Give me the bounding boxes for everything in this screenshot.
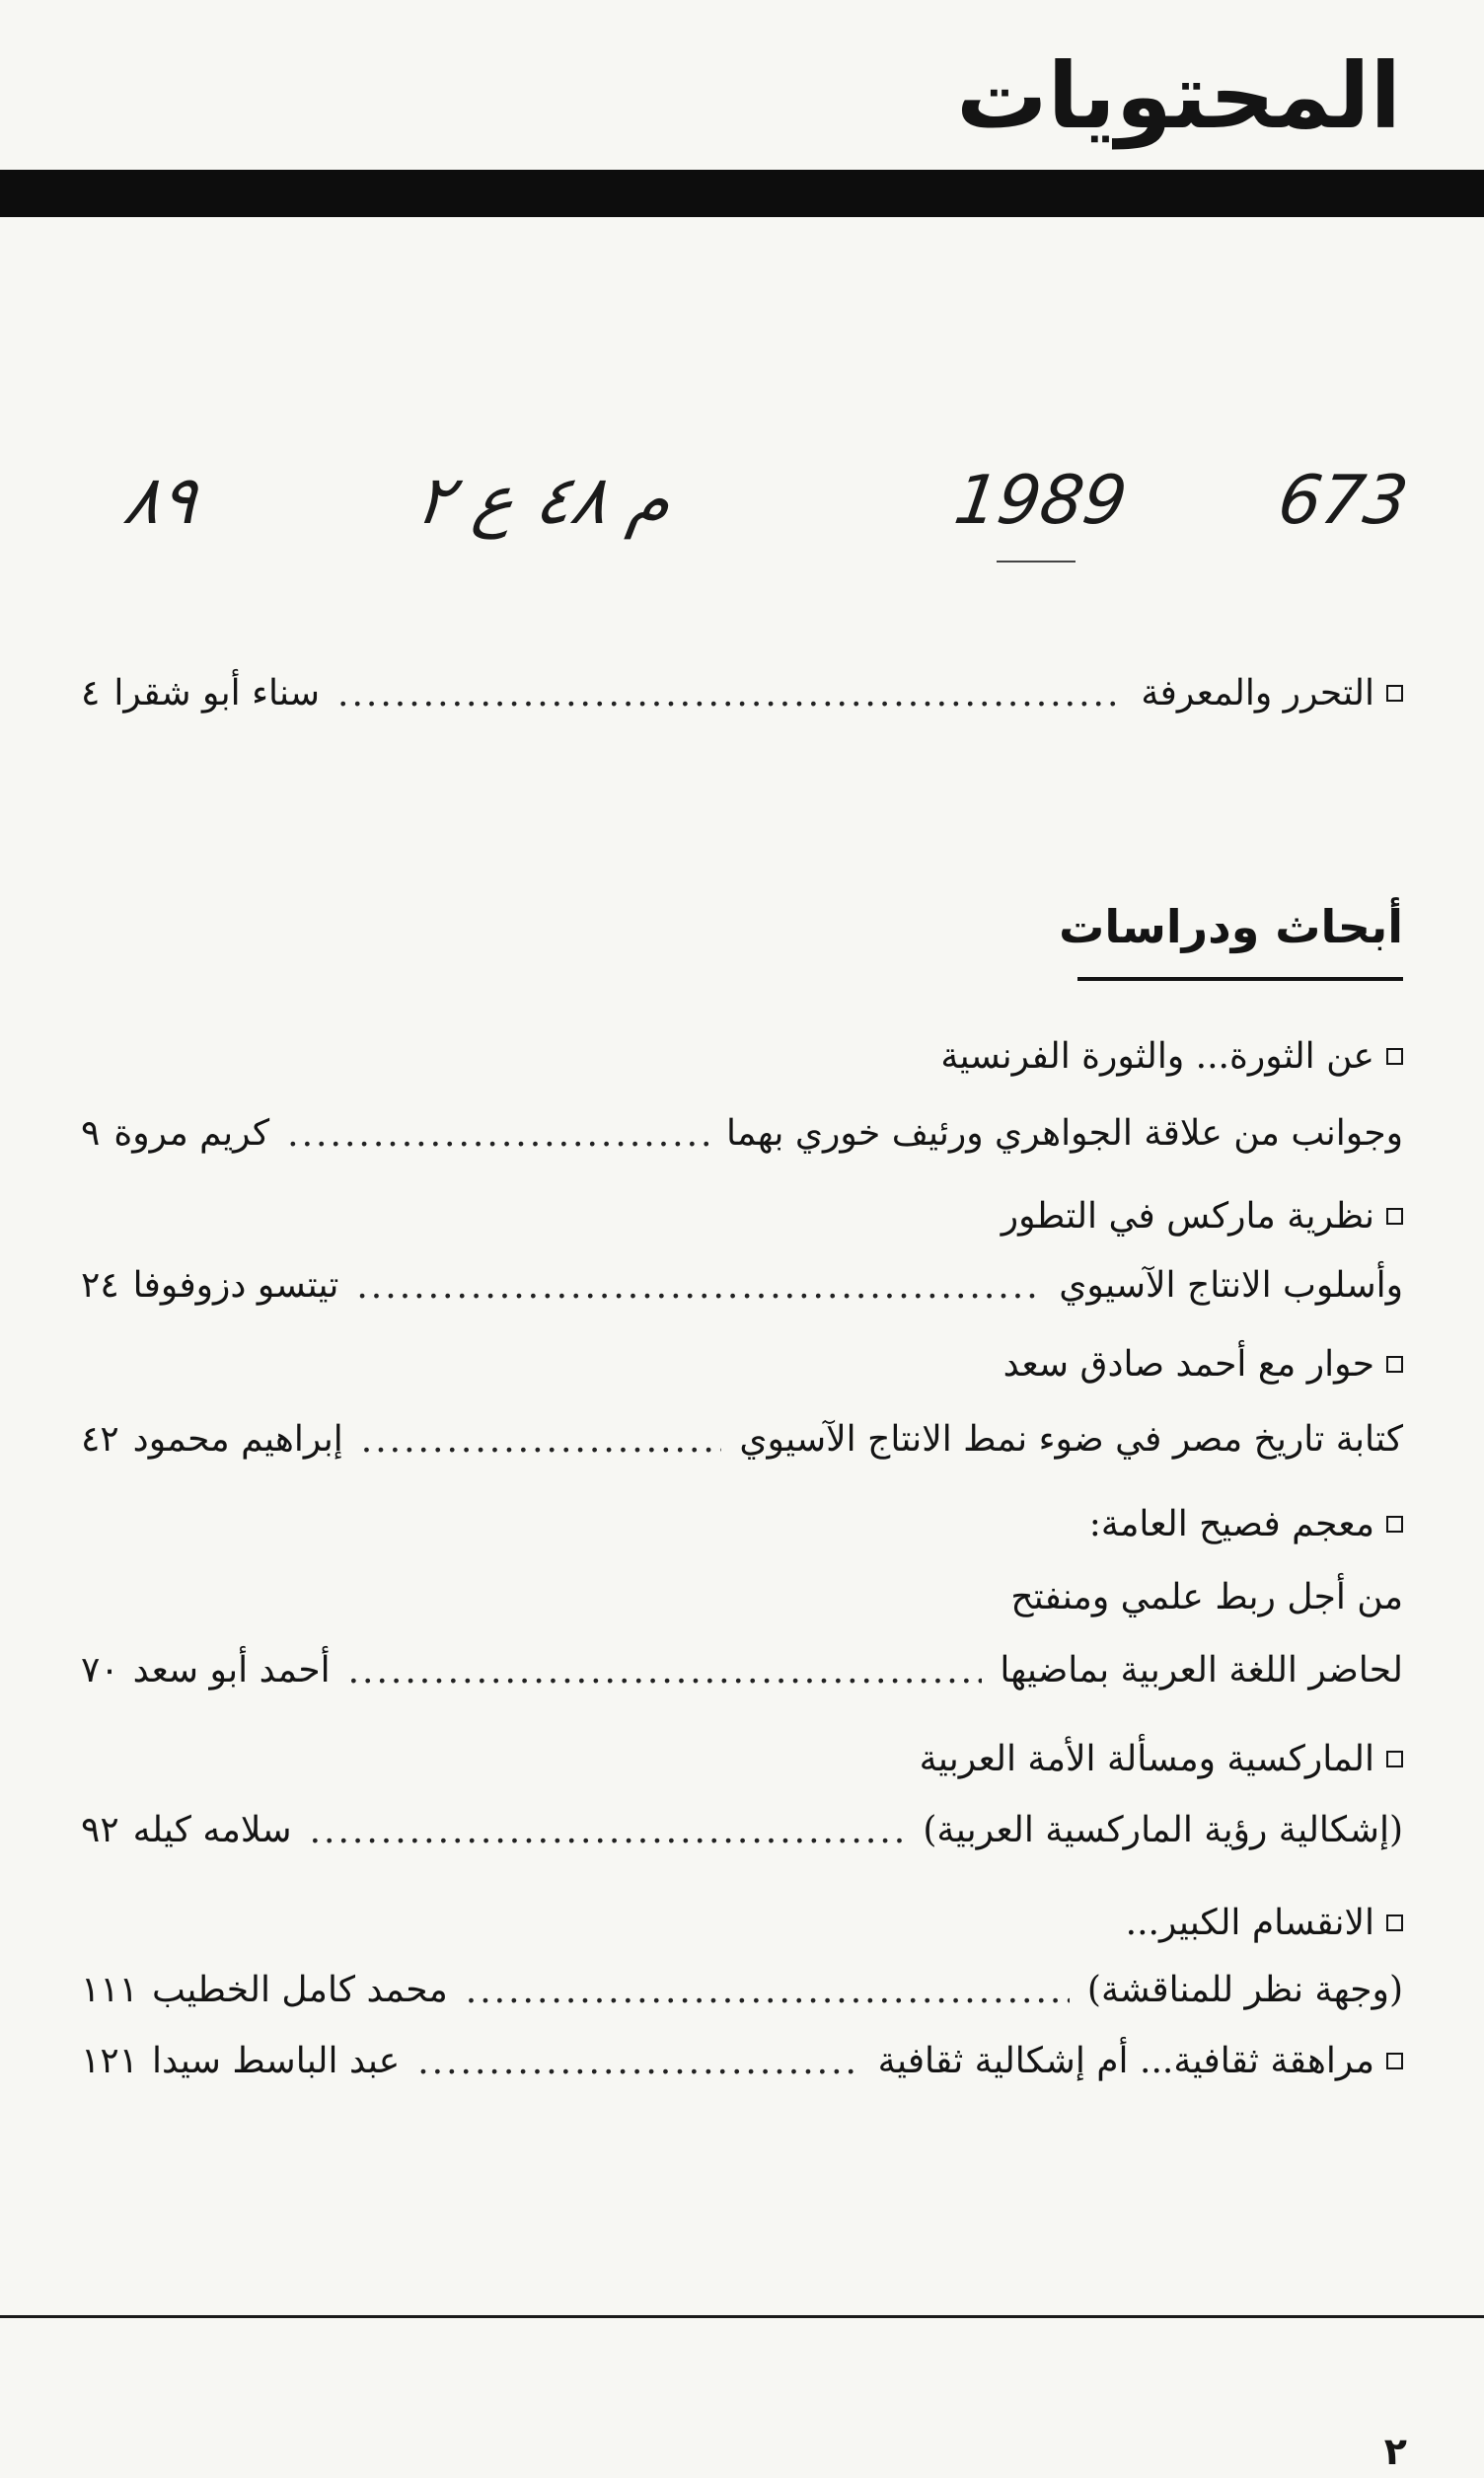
dot-leader bbox=[287, 1115, 708, 1151]
dot-leader bbox=[417, 2043, 859, 2078]
entry-author: سلامه كيله bbox=[132, 1809, 292, 1850]
section-heading: أبحاث ودراسات bbox=[1059, 900, 1403, 953]
entry-title: لحاضر اللغة العربية بماضيها bbox=[1000, 1649, 1403, 1690]
entry-page-number: ٤ bbox=[81, 672, 101, 713]
footer-rule bbox=[0, 2315, 1484, 2318]
toc-line bbox=[81, 1255, 1403, 1314]
toc-line bbox=[81, 1494, 1403, 1553]
entry-author: أحمد أبو سعد bbox=[132, 1649, 331, 1690]
toc-line bbox=[81, 2031, 1403, 2090]
entry-author: كريم مروة bbox=[113, 1112, 270, 1154]
bullet-icon bbox=[1386, 1048, 1403, 1065]
bullet-icon bbox=[1386, 1915, 1403, 1931]
entry-title: التحرر والمعرفة bbox=[1141, 672, 1374, 713]
entry-page-number: ١١١ bbox=[81, 1969, 139, 2010]
handwritten-issue: م ٤٨ ع ٢ bbox=[410, 462, 676, 540]
bullet-icon bbox=[1386, 1356, 1403, 1373]
dot-leader bbox=[337, 675, 1123, 711]
dot-leader bbox=[356, 1267, 1041, 1303]
bullet-icon bbox=[1386, 1208, 1403, 1225]
bullet-icon bbox=[1386, 2053, 1403, 2069]
entry-author: محمد كامل الخطيب bbox=[152, 1969, 448, 2010]
dot-leader bbox=[361, 1421, 722, 1457]
entry-page-number: ٩٢ bbox=[81, 1809, 119, 1850]
entry-author: سناء أبو شقرا bbox=[113, 672, 321, 713]
toc-line bbox=[81, 1729, 1403, 1788]
handwritten-mark: ٨٩ bbox=[118, 462, 202, 540]
section-heading-underline bbox=[1077, 977, 1403, 981]
handwritten-underline bbox=[997, 561, 1076, 563]
entry-page-number: ١٢١ bbox=[81, 2040, 139, 2081]
entry-title: نظرية ماركس في التطور bbox=[1001, 1195, 1374, 1237]
toc-entry-editorial bbox=[81, 663, 1403, 722]
header-bar bbox=[0, 170, 1484, 217]
entry-author: إبراهيم محمود bbox=[132, 1418, 343, 1460]
dot-leader bbox=[310, 1812, 906, 1847]
entry-title: مراهقة ثقافية... أم إشكالية ثقافية bbox=[877, 2040, 1374, 2081]
toc-line bbox=[81, 1026, 1403, 1086]
page-folio: ٢ bbox=[1383, 2430, 1407, 2473]
bullet-icon bbox=[1386, 685, 1403, 702]
entry-title: (إشكالية رؤية الماركسية العربية) bbox=[923, 1809, 1403, 1850]
bullet-icon bbox=[1386, 1516, 1403, 1533]
entry-title: (وجهة نظر للمناقشة) bbox=[1086, 1969, 1403, 2010]
toc-line bbox=[81, 1186, 1403, 1245]
bullet-icon bbox=[1386, 1751, 1403, 1767]
entry-title: وأسلوب الانتاج الآسيوي bbox=[1059, 1264, 1403, 1306]
entry-page-number: ٧٠ bbox=[81, 1649, 119, 1690]
entry-page-number: ٢٤ bbox=[81, 1264, 119, 1306]
handwritten-year: 1989 bbox=[949, 462, 1132, 540]
page-title: المحتويات bbox=[956, 43, 1401, 149]
toc-line bbox=[81, 1103, 1403, 1163]
dot-leader bbox=[466, 1972, 1070, 2007]
toc-line bbox=[81, 1800, 1403, 1859]
dot-leader bbox=[348, 1652, 983, 1688]
entry-title: وجوانب من علاقة الجواهري ورئيف خوري بهما bbox=[726, 1112, 1403, 1154]
entry-page-number: ٩ bbox=[81, 1112, 101, 1154]
entry-title: عن الثورة... والثورة الفرنسية bbox=[940, 1035, 1374, 1077]
entry-title: من أجل ربط علمي ومنفتح bbox=[1010, 1576, 1403, 1617]
entry-page-number: ٤٢ bbox=[81, 1418, 119, 1460]
entry-title: معجم فصيح العامة: bbox=[1088, 1503, 1374, 1544]
toc-line bbox=[81, 1409, 1403, 1468]
toc-line bbox=[81, 1960, 1403, 2019]
entry-author: عبد الباسط سيدا bbox=[152, 2040, 401, 2081]
entry-title: حوار مع أحمد صادق سعد bbox=[1002, 1343, 1374, 1385]
entry-title: الانقسام الكبير... bbox=[1125, 1902, 1374, 1943]
entry-author: تيتسو دزوفوفا bbox=[132, 1264, 339, 1306]
toc-line bbox=[81, 1640, 1403, 1699]
toc-line bbox=[81, 1334, 1403, 1393]
entry-title: الماركسية ومسألة الأمة العربية bbox=[919, 1738, 1374, 1779]
toc-line bbox=[81, 1567, 1403, 1626]
entry-title: كتابة تاريخ مصر في ضوء نمط الانتاج الآسيوي bbox=[739, 1418, 1403, 1460]
toc-line bbox=[81, 1893, 1403, 1952]
handwritten-ref-number: 673 bbox=[1273, 462, 1413, 540]
